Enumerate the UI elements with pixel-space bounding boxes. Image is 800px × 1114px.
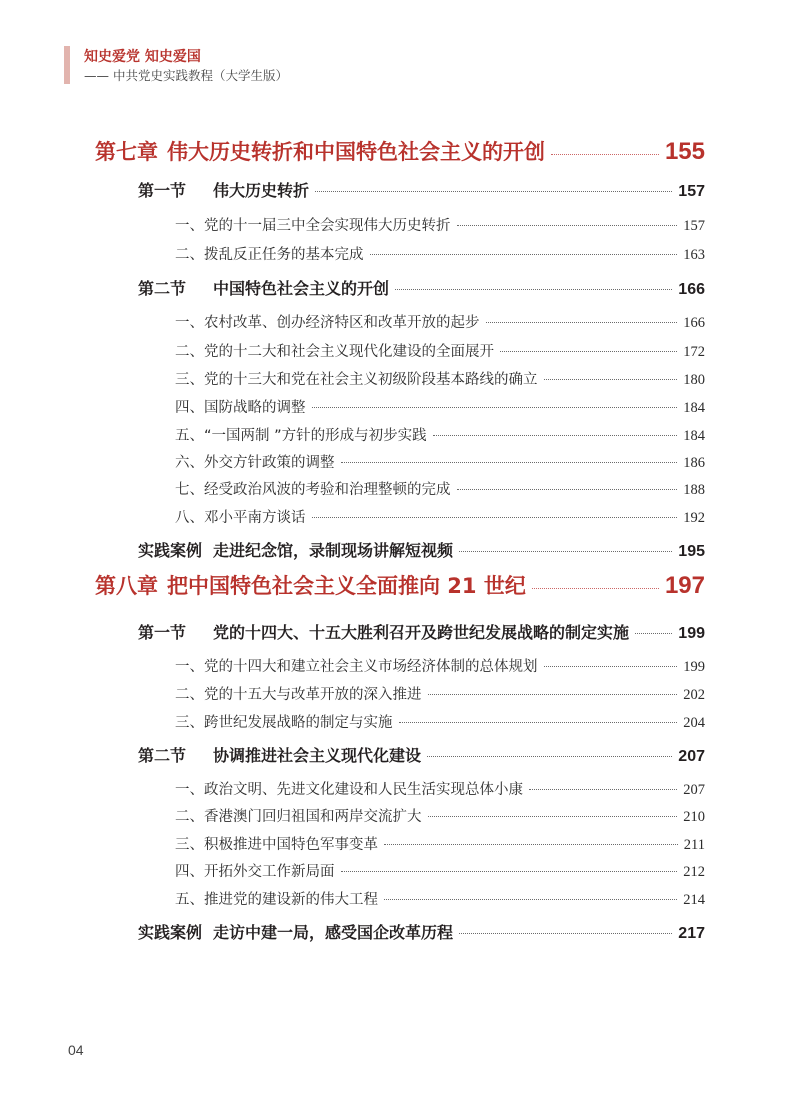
section-number: 实践案例 xyxy=(138,923,203,942)
item-page: 214 xyxy=(683,892,705,908)
item-page: 192 xyxy=(683,510,705,526)
dot-leader xyxy=(459,551,672,552)
toc-item[interactable] xyxy=(175,683,705,703)
dot-leader xyxy=(529,789,677,790)
toc-item[interactable] xyxy=(175,368,705,388)
item-page: 207 xyxy=(683,782,705,798)
item-title: 一、党的十四大和建立社会主义市场经济体制的总体规划 xyxy=(175,659,538,675)
dot-leader xyxy=(457,489,678,490)
dot-leader xyxy=(384,899,677,900)
toc-item[interactable] xyxy=(175,860,705,880)
section-title: 协调推进社会主义现代化建设 xyxy=(213,746,422,765)
page-number: 04 xyxy=(68,1042,84,1058)
toc-section[interactable] xyxy=(138,743,705,765)
dot-leader xyxy=(500,351,677,352)
section-title: 党的十四大、十五大胜利召开及跨世纪发展战略的制定实施 xyxy=(213,623,630,642)
dot-leader xyxy=(544,666,678,667)
toc-item[interactable] xyxy=(175,424,705,444)
toc-practice-case[interactable] xyxy=(138,538,705,560)
toc-chapter-8[interactable] xyxy=(95,570,705,600)
section-title: 中国特色社会主义的开创 xyxy=(213,279,390,298)
chapter-page: 155 xyxy=(664,138,705,165)
item-title: 二、党的十二大和社会主义现代化建设的全面展开 xyxy=(175,344,494,360)
item-page: 166 xyxy=(683,315,705,331)
dot-leader xyxy=(428,816,678,817)
item-page: 188 xyxy=(683,482,705,498)
item-title: 二、党的十五大与改革开放的深入推进 xyxy=(175,687,422,703)
toc-item[interactable] xyxy=(175,805,705,825)
item-title: 三、党的十三大和党在社会主义初级阶段基本路线的确立 xyxy=(175,372,538,388)
dot-leader xyxy=(486,322,678,323)
toc-item[interactable] xyxy=(175,311,705,331)
item-title: 三、跨世纪发展战略的制定与实施 xyxy=(175,715,393,731)
dot-leader xyxy=(384,844,678,845)
dot-leader xyxy=(551,154,659,155)
item-title: 一、党的十一届三中全会实现伟大历史转折 xyxy=(175,218,451,234)
toc-item[interactable] xyxy=(175,214,705,234)
item-page: 186 xyxy=(683,455,705,471)
section-number: 实践案例 xyxy=(138,541,203,560)
dot-leader xyxy=(399,722,678,723)
item-title: 五、“一国两制 ”方针的形成与初步实践 xyxy=(175,428,427,444)
dot-leader xyxy=(433,435,678,436)
toc-item[interactable] xyxy=(175,451,705,471)
toc-practice-case[interactable] xyxy=(138,920,705,942)
item-title: 二、香港澳门回归祖国和两岸交流扩大 xyxy=(175,809,422,825)
section-number: 第一节 xyxy=(138,181,187,200)
item-title: 七、经受政治风波的考验和治理整顿的完成 xyxy=(175,482,451,498)
item-page: 172 xyxy=(683,344,705,360)
dot-leader xyxy=(544,379,678,380)
item-page: 180 xyxy=(683,372,705,388)
item-page: 210 xyxy=(683,809,705,825)
dot-leader xyxy=(457,225,678,226)
section-title: 走访中建一局，感受国企改革历程 xyxy=(213,923,454,942)
item-title: 四、开拓外交工作新局面 xyxy=(175,864,335,880)
book-subtitle: —— 中共党史实践教程（大学生版） xyxy=(84,68,288,83)
toc-item[interactable] xyxy=(175,243,705,263)
item-page: 184 xyxy=(683,428,705,444)
item-page: 202 xyxy=(683,687,705,703)
dot-leader xyxy=(341,462,678,463)
chapter-number: 第八章 xyxy=(95,574,158,598)
chapter-title: 把中国特色社会主义全面推向 21 世纪 xyxy=(167,574,526,598)
dot-leader xyxy=(532,588,659,589)
item-page: 199 xyxy=(683,659,705,675)
item-page: 157 xyxy=(683,218,705,234)
item-title: 二、拨乱反正任务的基本完成 xyxy=(175,247,364,263)
dot-leader xyxy=(395,289,672,290)
item-page: 184 xyxy=(683,400,705,416)
book-title: 知史爱党 知史爱国 xyxy=(84,49,201,65)
item-title: 三、积极推进中国特色军事变革 xyxy=(175,837,378,853)
section-number: 第二节 xyxy=(138,279,187,298)
section-number: 第二节 xyxy=(138,746,187,765)
section-title: 伟大历史转折 xyxy=(213,181,310,200)
chapter-number: 第七章 xyxy=(95,140,158,164)
header-accent-bar xyxy=(64,46,70,84)
section-page: 166 xyxy=(678,281,705,298)
toc-item[interactable] xyxy=(175,888,705,908)
section-number: 第一节 xyxy=(138,623,187,642)
dot-leader xyxy=(427,756,672,757)
toc-chapter-7[interactable] xyxy=(95,136,705,166)
item-page: 163 xyxy=(683,247,705,263)
item-title: 八、邓小平南方谈话 xyxy=(175,510,306,526)
item-page: 204 xyxy=(683,715,705,731)
item-page: 211 xyxy=(683,837,705,853)
chapter-page: 197 xyxy=(664,572,705,599)
item-title: 一、农村改革、创办经济特区和改革开放的起步 xyxy=(175,315,480,331)
item-page: 212 xyxy=(683,864,705,880)
toc-item[interactable] xyxy=(175,340,705,360)
section-title: 走进纪念馆，录制现场讲解短视频 xyxy=(213,541,454,560)
section-page: 207 xyxy=(678,748,705,765)
item-title: 六、外交方针政策的调整 xyxy=(175,455,335,471)
dot-leader xyxy=(370,254,678,255)
dot-leader xyxy=(341,871,678,872)
section-page: 195 xyxy=(678,543,705,560)
toc-item[interactable] xyxy=(175,655,705,675)
toc-item[interactable] xyxy=(175,711,705,731)
dot-leader xyxy=(312,517,678,518)
chapter-title: 伟大历史转折和中国特色社会主义的开创 xyxy=(167,140,545,164)
item-title: 五、推进党的建设新的伟大工程 xyxy=(175,892,378,908)
toc-item[interactable] xyxy=(175,478,705,498)
toc-item[interactable] xyxy=(175,506,705,526)
toc-section[interactable] xyxy=(138,620,705,642)
item-title: 四、国防战略的调整 xyxy=(175,400,306,416)
toc-section[interactable] xyxy=(138,178,705,200)
toc-item[interactable] xyxy=(175,833,705,853)
dot-leader xyxy=(312,407,678,408)
toc-section[interactable] xyxy=(138,276,705,298)
dot-leader xyxy=(428,694,678,695)
toc-item[interactable] xyxy=(175,396,705,416)
section-page: 157 xyxy=(678,183,705,200)
dot-leader xyxy=(315,191,672,192)
toc-item[interactable] xyxy=(175,778,705,798)
section-page: 199 xyxy=(678,625,705,642)
dot-leader xyxy=(459,933,672,934)
section-page: 217 xyxy=(678,925,705,942)
dot-leader xyxy=(635,633,672,634)
item-title: 一、政治文明、先进文化建设和人民生活实现总体小康 xyxy=(175,782,523,798)
